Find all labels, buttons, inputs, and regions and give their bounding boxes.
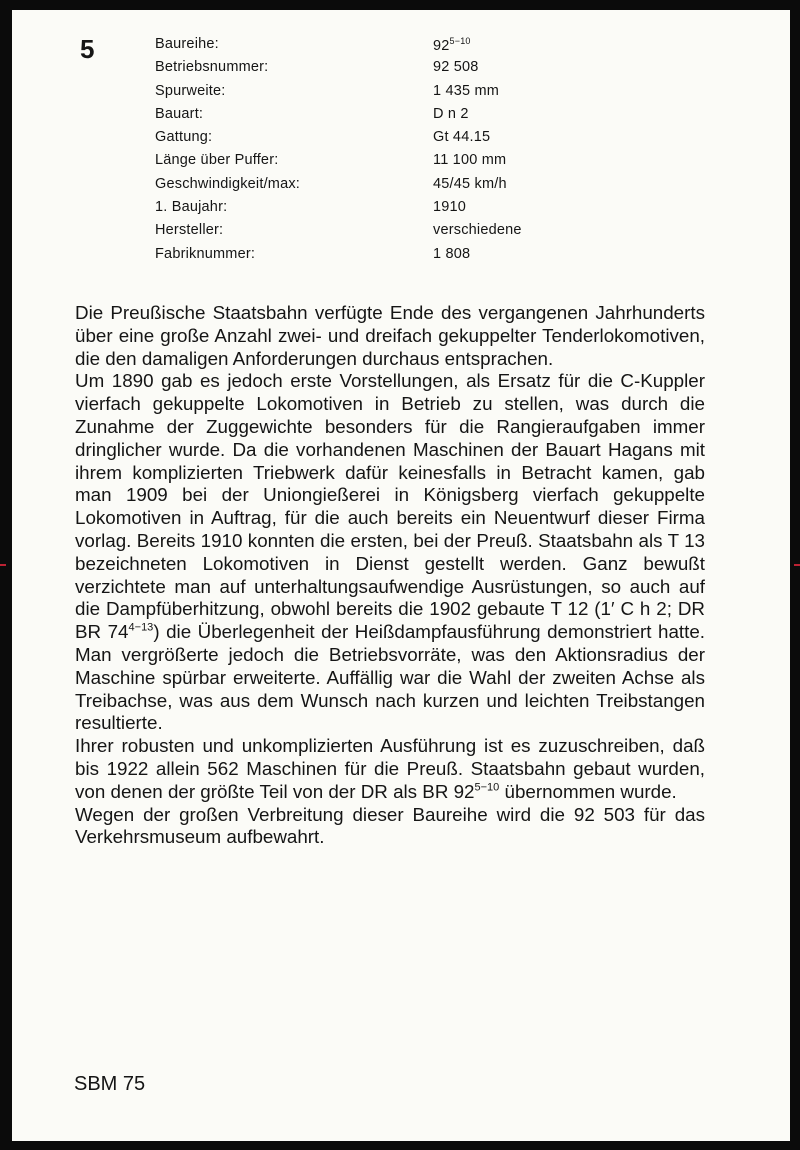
series-code: SBM 75 [74, 1073, 146, 1095]
spec-label: 1. Baujahr: [155, 199, 228, 216]
spec-row [155, 129, 522, 152]
paragraph-text: ) die Überlegenheit der Heißdampfausführung demonstriert hatte. Man vergrößerte jedoch die Betriebsvorräte, was den Aktionsradius der Maschine spürbar erweiterte. Auffällig war die Wahl der zweiten Achse als Treibachse, was aus dem Wunsch nach kurzen und leichten Treibstangen resultierte. [75, 621, 705, 734]
spec-label: Fabriknummer: [155, 245, 256, 262]
crop-mark-right [794, 564, 800, 566]
spec-row [155, 222, 522, 245]
spec-row [155, 83, 522, 106]
paragraph: Wegen der großen Verbreitung dieser Baureihe wird die 92 503 für das Verkehrsmuseum aufbewahrt. [75, 803, 705, 848]
description-text [75, 302, 705, 849]
spec-value: D n 2 [433, 105, 469, 122]
spec-value: 11 100 mm [433, 152, 507, 169]
spec-value-base: 92 [433, 37, 450, 54]
spec-label: Gattung: [155, 129, 213, 146]
spec-label: Betriebsnummer: [155, 59, 269, 76]
spec-value: 1 435 mm [433, 82, 500, 99]
spec-label: Geschwindigkeit/max: [155, 175, 301, 192]
spec-value: 1 808 [433, 245, 471, 262]
spec-value: 1910 [433, 199, 467, 216]
superscript-number: 13 [141, 621, 154, 634]
spec-label: Bauart: [155, 105, 204, 122]
spec-row [155, 199, 522, 222]
spec-value-superscript: 5−10 [449, 36, 471, 46]
card-number: 5 [80, 34, 95, 64]
paragraph: Die Preußische Staatsbahn verfügte Ende des vergangenen Jahrhunderts über eine große Anzahl zwei- und dreifach gekuppelter Tenderlokomotiven, die den damaligen Anforderungen durchaus entsprachen. [75, 302, 705, 369]
spec-label: Hersteller: [155, 222, 224, 239]
spec-table [155, 36, 522, 269]
spec-value: 92 508 [433, 59, 479, 76]
spec-value: verschiedene [433, 222, 522, 239]
spec-row [155, 59, 522, 82]
spec-row [155, 36, 522, 59]
paragraph-text: Um 1890 gab es jedoch erste Vorstellungen, als Ersatz für die C-Kuppler vierfach gekuppelte Lokomotiven in Betrieb zu stellen, was durch die Zunahme der Zuggewichte besonders für die Rangieraufgaben immer dringlicher wurde. Da die vorhandenen Maschinen der Bauart Hagans mit ihrem komplizierten Triebwerk dafür keinesfalls in Betracht kamen, gab man 1909 bei der Uniongießerei in Königsberg vierfach gekuppelte Lokomotiven in Auftrag, für die auch bereits ein Neuentwurf dieser Firma vorlag. Bereits 1910 konnten die ersten, bei der Preuß. Staatsbahn als T 13 bezeichneten Lokomotiven in Dienst gestellt werden. Ganz bewußt verzichtete man auf unterhaltungsaufwendige Ausrüstungen, so auch auf die Dampfüberhitzung, obwohl bereits die 1902 gebaute T 12 (1′ C h 2; DR BR 74 [75, 370, 705, 643]
spec-value [433, 36, 522, 59]
spec-value: 45/45 km/h [433, 175, 507, 192]
spec-row [155, 152, 522, 175]
info-card [12, 10, 790, 1141]
spec-label: Spurweite: [155, 82, 226, 99]
paragraph [75, 735, 705, 803]
paragraph [75, 370, 705, 735]
spec-label: Länge über Puffer: [155, 152, 279, 169]
spec-row [155, 176, 522, 199]
paragraph-text: übernommen wurde. [499, 780, 677, 802]
paragraph-text: Ihrer robusten und unkomplizierten Ausführung ist es zuzuschreiben, daß bis 1922 allein 562 Maschinen für die Preuß. Staatsbahn gebaut wurden, von denen der größte Teil von der DR als BR 92 [75, 735, 705, 802]
crop-mark-left [0, 564, 6, 566]
spec-row [155, 106, 522, 129]
superscript: 4−13 [128, 621, 154, 634]
spec-label: Baureihe: [155, 36, 219, 52]
superscript-dash: − [134, 621, 142, 634]
spec-row [155, 246, 522, 269]
spec-value: Gt 44.15 [433, 129, 491, 146]
superscript: 5−10 [474, 781, 500, 794]
